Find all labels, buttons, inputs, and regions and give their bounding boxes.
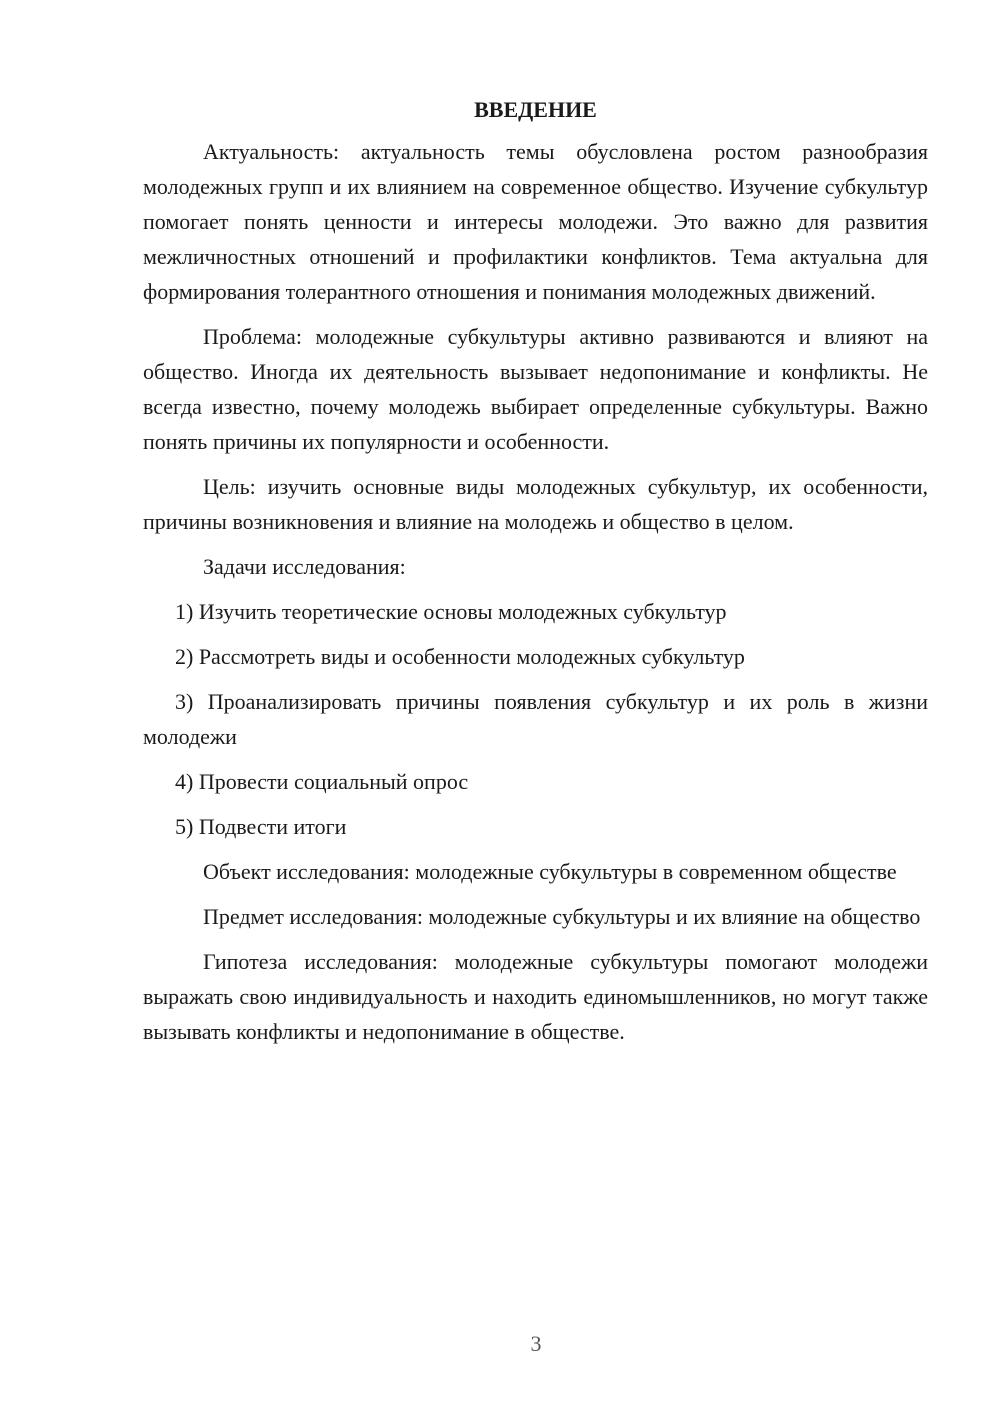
page-title: ВВЕДЕНИЕ (474, 97, 597, 122)
paragraph-relevance: Актуальность: актуальность темы обусловлена ростом разнообразия молодежных групп и их влиянием на современное общество. Изучение субкультур помогает понять ценности и интересы молодежи. Это важно для развития межличностных отношений и профилактики конфликтов. Тема актуальна для формирования толерантного отношения и понимания молодежных движений. (143, 139, 928, 304)
tasks-label: Задачи исследования: (203, 554, 406, 579)
task-item-5: 5) Подвести итоги (175, 814, 347, 839)
paragraph-object: Объект исследования: молодежные субкультуры в современном обществе (203, 859, 897, 884)
task-item-2: 2) Рассмотреть виды и особенности молодежных субкультур (175, 644, 745, 669)
paragraph-problem: Проблема: молодежные субкультуры активно развиваются и влияют на общество. Иногда их деятельность вызывает недопонимание и конфликты. Не всегда известно, почему молодежь выбирает определенные субкультуры. Важно понять причины их популярности и особенности. (143, 324, 928, 454)
page-number: 3 (530, 1331, 542, 1356)
task-item-3: 3) Проанализировать причины появления субкультур и их роль в жизни молодежи (143, 689, 928, 749)
paragraph-subject: Предмет исследования: молодежные субкультуры и их влияние на общество (203, 904, 921, 929)
page-content (143, 94, 928, 1059)
task-item-4: 4) Провести социальный опрос (175, 769, 469, 794)
paragraph-goal: Цель: изучить основные виды молодежных субкультур, их особенности, причины возникновения и влияние на молодежь и общество в целом. (143, 474, 928, 534)
task-item-1: 1) Изучить теоретические основы молодежных субкультур (175, 599, 727, 624)
paragraph-hypothesis: Гипотеза исследования: молодежные субкультуры помогают молодежи выражать свою индивидуальность и находить единомышленников, но могут также вызывать конфликты и недопонимание в обществе. (143, 949, 928, 1044)
